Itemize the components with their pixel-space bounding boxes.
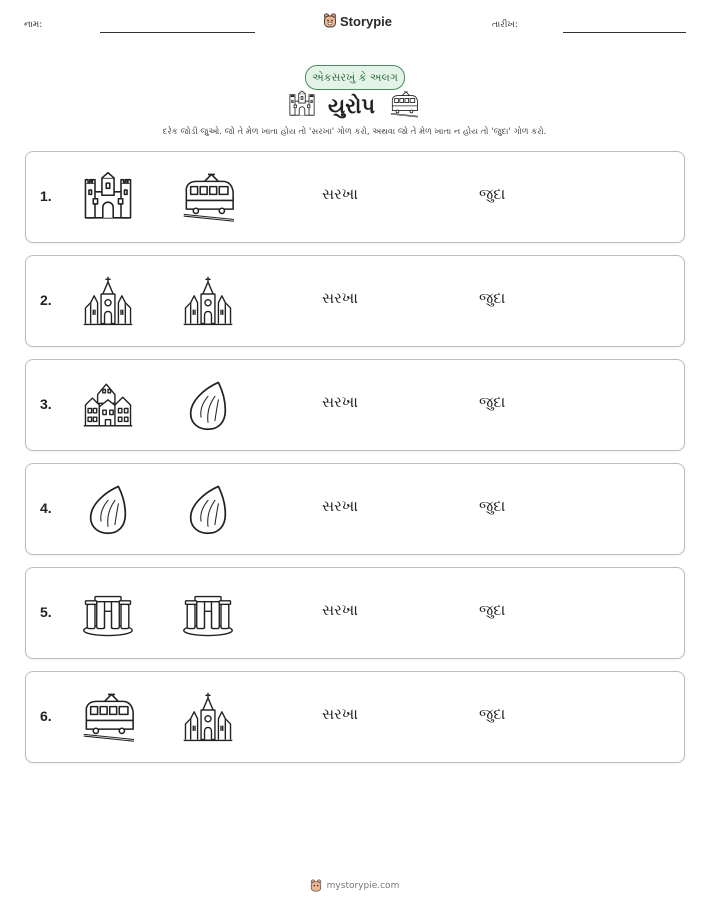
row-number: 5. — [40, 604, 52, 620]
same-option[interactable]: સરખા — [322, 705, 358, 723]
pair-row — [25, 359, 685, 451]
date-line[interactable] — [563, 32, 686, 33]
pair-row — [25, 567, 685, 659]
row-number: 3. — [40, 396, 52, 412]
footer-bear-icon — [310, 879, 322, 893]
footer — [0, 879, 709, 893]
row-number: 4. — [40, 500, 52, 516]
name-line[interactable] — [100, 32, 255, 33]
pair-row — [25, 151, 685, 243]
cathedral-icon — [180, 690, 236, 744]
title-castle-icon — [288, 90, 316, 122]
pair-row — [25, 255, 685, 347]
different-option[interactable]: જુદા — [479, 705, 506, 723]
same-option[interactable]: સરખા — [322, 289, 358, 307]
footer-url[interactable]: mystorypie.com — [326, 881, 400, 891]
tram-icon — [180, 170, 236, 224]
topic-tag: એકસરખું કે અલગ — [305, 65, 405, 90]
row-number: 2. — [40, 292, 52, 308]
title-tram-icon — [387, 90, 421, 122]
almond-icon — [180, 482, 236, 536]
cathedral-icon — [180, 274, 236, 328]
almond-icon — [80, 482, 136, 536]
almond-icon — [180, 378, 236, 432]
pair-row — [25, 463, 685, 555]
village-houses-icon — [80, 378, 136, 432]
different-option[interactable]: જુદા — [479, 289, 506, 307]
different-option[interactable]: જુદા — [479, 185, 506, 203]
same-option[interactable]: સરખા — [322, 497, 358, 515]
bear-mascot-icon — [323, 13, 337, 29]
same-option[interactable]: સરખા — [322, 393, 358, 411]
title-row — [0, 90, 709, 122]
name-label: નામ: — [24, 20, 43, 30]
date-label: તારીખ: — [492, 20, 518, 30]
different-option[interactable]: જુદા — [479, 393, 506, 411]
different-option[interactable]: જુદા — [479, 601, 506, 619]
instructions: દરેક જોડી જુઓ. જો તે મેળ ખાતા હોય તો 'સરખા' ગોળ કરો, અથવા જો તે મેળ ખાતા ન હોય તો 'જુદા' ગોળ કરો. — [162, 127, 547, 137]
page-title: યુરોપ — [328, 93, 375, 118]
brand-name: Storypie — [340, 13, 393, 29]
same-option[interactable]: સરખા — [322, 601, 358, 619]
tram-icon — [80, 690, 136, 744]
different-option[interactable]: જુદા — [479, 497, 506, 515]
brand-logo — [323, 13, 392, 29]
stonehenge-icon — [180, 586, 236, 640]
row-number: 6. — [40, 708, 52, 724]
stonehenge-icon — [80, 586, 136, 640]
cathedral-icon — [80, 274, 136, 328]
pair-row — [25, 671, 685, 763]
same-option[interactable]: સરખા — [322, 185, 358, 203]
row-number: 1. — [40, 188, 52, 204]
castle-icon — [80, 170, 136, 224]
